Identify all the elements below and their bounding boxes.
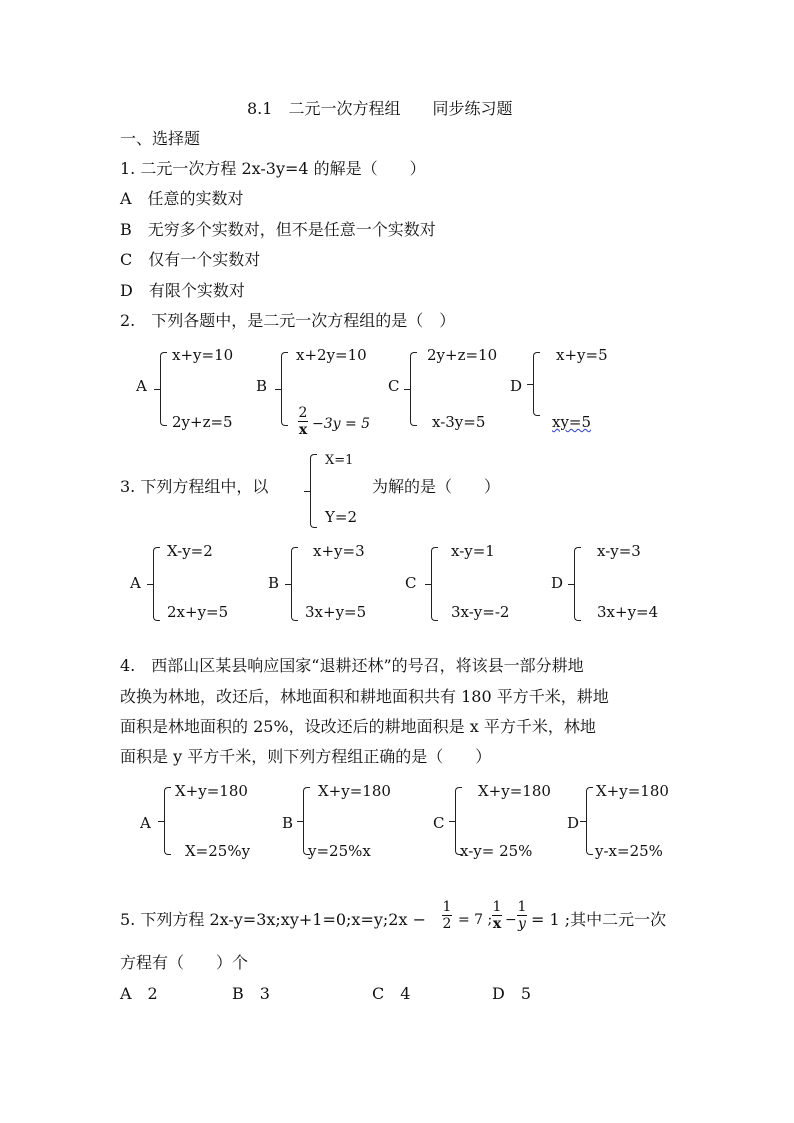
q2-b-brace (281, 352, 288, 426)
q2-a-brace (160, 352, 167, 426)
q3-d-eq1: x-y=3 (597, 542, 641, 560)
q3-a-letter: A (130, 574, 141, 592)
q5-f1-num: 1 (442, 899, 452, 915)
q5-fraction-3 (517, 900, 527, 931)
q1-option-c: C 仅有一个实数对 (120, 250, 261, 269)
q2-b-fraction (298, 406, 308, 437)
q5-option-b: B 3 (232, 984, 270, 1003)
q5-option-a: A 2 (120, 984, 158, 1003)
q2-c-letter: C (388, 377, 400, 395)
q4-b-eq2: y=25%x (308, 842, 371, 860)
q5-option-d: D 5 (492, 984, 532, 1003)
q3-b-eq2: 3x+y=5 (305, 603, 367, 621)
q1-option-a: A 任意的实数对 (120, 189, 244, 208)
q3-a-eq1: X-y=2 (167, 542, 213, 560)
q3-c-eq2: 3x-y=-2 (451, 603, 510, 621)
question-5-stem-mid: = 7 ; (458, 912, 493, 928)
question-3-stem-post: 为解的是（ ） (372, 477, 501, 496)
q2-d-brace (533, 352, 540, 416)
q2-c-eq1: 2y+z=10 (427, 346, 498, 364)
question-2-stem: 2. 下列各题中，是二元一次方程组的是（ ） (120, 311, 456, 330)
q2-b-frac-den: x (298, 422, 308, 438)
q2-a-eq1: x+y=10 (172, 346, 234, 364)
q4-a-eq2: X=25%y (185, 842, 251, 860)
question-4-line-2: 改换为林地，改还后，林地面积和耕地面积共有 180 平方千米，耕地 (120, 687, 609, 706)
q3-solution-x: X=1 (325, 453, 354, 468)
q5-minus: − (505, 912, 517, 928)
q4-b-letter: B (282, 814, 294, 832)
section-heading: 一、选择题 (120, 129, 201, 148)
q3-a-eq2: 2x+y=5 (167, 603, 229, 621)
q5-f1-den: 2 (442, 916, 452, 932)
q2-a-letter: A (136, 377, 147, 395)
question-5-line-2: 方程有（ ）个 (120, 953, 249, 972)
q3-c-brace (431, 547, 438, 621)
q5-fraction-2 (492, 900, 502, 931)
question-1-stem: 1. 二元一次方程 2x-3y=4 的解是（ ） (120, 159, 426, 178)
q3-solution-brace (310, 454, 317, 528)
q3-b-eq1: x+y=3 (313, 542, 365, 560)
q4-d-brace (586, 787, 593, 855)
question-5-stem-post: = 1 ;其中二元一次 (531, 910, 667, 929)
question-3-stem-pre: 3. 下列方程组中，以 (120, 477, 269, 496)
q4-d-eq1: X+y=180 (596, 782, 669, 800)
q4-d-eq2: y-x=25% (595, 842, 663, 860)
q2-c-eq2: x-3y=5 (432, 413, 486, 431)
q5-f2-den: x (492, 916, 502, 932)
q3-b-letter: B (268, 574, 280, 592)
q2-b-frac-num: 2 (298, 405, 308, 421)
q5-f2-num: 1 (492, 899, 502, 915)
q3-c-letter: C (405, 574, 417, 592)
q3-solution-y: Y=2 (325, 508, 358, 526)
question-4-line-3: 面积是林地面积的 25%，设改还后的耕地面积是 x 平方千米，林地 (120, 717, 596, 736)
q4-c-eq1: X+y=180 (478, 782, 551, 800)
q2-a-eq2: 2y+z=5 (172, 413, 233, 431)
q3-a-brace (153, 547, 160, 621)
q4-c-eq2: x-y= 25% (460, 842, 533, 860)
page-title: 8.1 二元一次方程组 同步练习题 (247, 99, 513, 118)
q4-c-letter: C (433, 814, 445, 832)
q4-b-eq1: X+y=180 (318, 782, 391, 800)
q3-b-brace (291, 547, 298, 621)
q5-f3-num: 1 (517, 899, 527, 915)
q2-c-brace (410, 352, 417, 426)
q3-d-letter: D (551, 574, 564, 592)
q2-b-eq1: x+2y=10 (296, 346, 367, 364)
q3-d-brace (574, 547, 581, 621)
question-4-line-4: 面积是 y 平方千米，则下列方程组正确的是（ ） (120, 747, 492, 766)
q2-b-eq2-rest: −3y = 5 (312, 416, 371, 432)
q3-c-eq1: x-y=1 (451, 542, 495, 560)
q2-b-letter: B (256, 377, 268, 395)
q2-d-eq2: xy=5 (552, 413, 592, 431)
q2-d-eq1: x+y=5 (556, 346, 608, 364)
q2-d-letter: D (510, 377, 523, 395)
question-5-stem-pre: 5. 下列方程 2x-y=3x;xy+1=0;x=y;2x − (120, 910, 426, 929)
q4-a-brace (164, 787, 171, 855)
q1-option-b: B 无穷多个实数对，但不是任意一个实数对 (120, 220, 436, 239)
question-4-line-1: 4. 西部山区某县响应国家“退耕还林”的号召，将该县一部分耕地 (120, 656, 584, 675)
q4-a-eq1: X+y=180 (175, 782, 248, 800)
q3-d-eq2: 3x+y=4 (597, 603, 659, 621)
q4-d-letter: D (567, 814, 580, 832)
q5-f3-den: y (518, 916, 526, 932)
q4-a-letter: A (140, 814, 151, 832)
q1-option-d: D 有限个实数对 (120, 281, 245, 300)
q5-fraction-1 (442, 900, 452, 931)
q5-option-c: C 4 (372, 984, 411, 1003)
